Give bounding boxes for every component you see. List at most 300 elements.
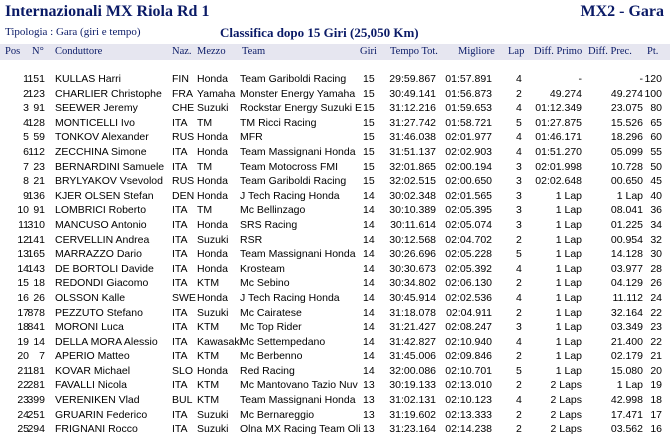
cell-best: 01:59.653 xyxy=(445,102,492,115)
cell-lap: 2 xyxy=(516,408,522,421)
cell-bike: TM xyxy=(197,204,213,217)
cell-diff-prev: 03.349 xyxy=(610,321,643,334)
cell-pts: 50 xyxy=(650,160,662,173)
cell-team: MFR xyxy=(240,131,263,144)
class-label: MX2 - Gara xyxy=(580,3,664,20)
cell-lap: 4 xyxy=(516,73,522,85)
cell-pts: 40 xyxy=(650,189,662,202)
cell-rider: GRUARIN Federico xyxy=(55,408,148,421)
cell-best: 02:02.536 xyxy=(445,291,492,304)
table-row xyxy=(0,203,670,218)
cell-rider: BRYLYAKOV Vsevolod xyxy=(55,175,163,188)
cell-pos: 19 xyxy=(17,335,29,348)
cell-bike: Honda xyxy=(197,248,228,261)
cell-total: 32:00.086 xyxy=(389,364,436,377)
cell-num: 281 xyxy=(27,379,45,392)
cell-total: 31:45.006 xyxy=(389,350,436,363)
cell-pos: 6 xyxy=(23,145,29,158)
cell-pos: 21 xyxy=(17,364,29,377)
cell-total: 30:19.133 xyxy=(389,379,436,392)
cell-bike: Kawasaki xyxy=(197,335,242,348)
cell-team: Team Motocross FMI xyxy=(240,160,339,173)
header-num: N° xyxy=(32,46,44,57)
cell-diff-first: 2 Laps xyxy=(550,394,582,407)
cell-pos: 11 xyxy=(18,218,29,231)
cell-bike: TM xyxy=(197,160,213,173)
cell-rider: MORONI Luca xyxy=(55,321,124,334)
cell-diff-first: 02:01.998 xyxy=(535,160,582,173)
cell-rider: VERENIKEN Vlad xyxy=(55,394,140,407)
cell-num: 841 xyxy=(27,321,45,334)
cell-laps: 15 xyxy=(363,87,375,100)
cell-lap: 2 xyxy=(516,277,522,290)
cell-diff-prev: 23.075 xyxy=(610,102,643,115)
cell-pts: 100 xyxy=(644,87,662,100)
cell-best: 02:13.010 xyxy=(445,379,492,392)
table-row xyxy=(0,276,670,291)
cell-total: 30:10.389 xyxy=(389,204,436,217)
cell-laps: 15 xyxy=(363,145,375,158)
cell-team: Mc Settempedano xyxy=(240,335,326,348)
cell-pos: 16 xyxy=(17,291,29,304)
cell-pos: 23 xyxy=(17,394,29,407)
cell-num: 143 xyxy=(27,262,45,275)
cell-nat: ITA xyxy=(172,204,188,217)
cell-num: 165 xyxy=(27,248,45,261)
cell-num: 91 xyxy=(33,102,45,115)
cell-diff-first: 1 Lap xyxy=(555,291,582,304)
cell-team: RSR xyxy=(240,233,263,246)
table-row xyxy=(0,101,670,116)
table-row xyxy=(0,378,670,393)
cell-team: J Tech Racing Honda xyxy=(240,291,340,304)
cell-diff-prev: 08.041 xyxy=(610,204,643,217)
cell-rider: REDONDI Giacomo xyxy=(55,277,149,290)
cell-team: Olna MX Racing Team Oli xyxy=(240,423,361,436)
table-header xyxy=(0,44,670,60)
cell-bike: KTM xyxy=(197,321,220,334)
cell-team: Team Massignani Honda xyxy=(240,145,356,158)
cell-pos: 18 xyxy=(17,321,29,334)
cell-nat: ITA xyxy=(172,145,188,158)
cell-pts: 45 xyxy=(650,175,662,188)
table-row xyxy=(0,262,670,277)
cell-total: 31:12.216 xyxy=(389,102,436,115)
cell-best: 02:04.911 xyxy=(446,306,492,319)
header-nat: Naz. xyxy=(172,46,192,57)
cell-num: 181 xyxy=(27,364,45,377)
cell-laps: 14 xyxy=(363,335,375,348)
cell-num: 151 xyxy=(27,73,45,85)
table-row xyxy=(0,145,670,160)
cell-best: 01:58.721 xyxy=(445,116,492,129)
cell-diff-first: - xyxy=(578,73,582,85)
event-title: Internazionali MX Riola Rd 1 xyxy=(5,3,210,20)
header-total: Tempo Tot. xyxy=(390,46,438,57)
cell-lap: 4 xyxy=(516,335,522,348)
cell-nat: ITA xyxy=(172,160,188,173)
cell-rider: ZECCHINA Simone xyxy=(55,145,147,158)
cell-diff-first: 1 Lap xyxy=(555,204,582,217)
cell-num: 141 xyxy=(27,233,45,246)
cell-diff-prev: 1 Lap xyxy=(616,379,643,392)
cell-team: Mc Berbenno xyxy=(240,350,303,363)
cell-team: SRS Racing xyxy=(240,218,298,231)
table-row xyxy=(0,335,670,350)
cell-team: Mc Mantovano Tazio Nuv xyxy=(240,379,358,392)
cell-nat: ITA xyxy=(172,262,188,275)
cell-total: 31:19.602 xyxy=(389,408,436,421)
cell-lap: 2 xyxy=(516,306,522,319)
cell-team: Krosteam xyxy=(240,262,285,275)
cell-bike: KTM xyxy=(197,394,220,407)
cell-nat: ITA xyxy=(172,350,188,363)
cell-rider: CERVELLIN Andrea xyxy=(55,233,150,246)
cell-best: 02:02.903 xyxy=(445,145,492,158)
cell-rider: MANCUSO Antonio xyxy=(55,218,147,231)
cell-diff-prev: 1 Lap xyxy=(616,189,643,202)
cell-diff-first: 2 Laps xyxy=(550,379,582,392)
cell-best: 02:05.395 xyxy=(445,204,492,217)
cell-pos: 9 xyxy=(23,189,29,202)
cell-lap: 5 xyxy=(516,248,522,261)
cell-pos: 13 xyxy=(17,248,29,261)
cell-nat: SWE xyxy=(172,291,196,304)
cell-diff-first: 1 Lap xyxy=(555,218,582,231)
cell-total: 31:21.427 xyxy=(389,321,436,334)
cell-nat: RUS xyxy=(172,175,195,188)
cell-laps: 14 xyxy=(363,262,375,275)
header-laps: Giri xyxy=(360,46,377,57)
cell-pts: 19 xyxy=(650,379,662,392)
cell-diff-prev: 00.954 xyxy=(610,233,643,246)
cell-pts: 22 xyxy=(650,306,662,319)
cell-pts: 36 xyxy=(650,204,662,217)
header-lap: Lap xyxy=(508,46,525,57)
cell-pts: 23 xyxy=(650,321,662,334)
header-pts: Pt. xyxy=(647,46,659,57)
cell-laps: 14 xyxy=(363,306,375,319)
cell-total: 32:02.515 xyxy=(389,175,436,188)
cell-rider: OLSSON Kalle xyxy=(55,291,126,304)
cell-lap: 2 xyxy=(516,350,522,363)
cell-nat: DEN xyxy=(172,189,195,202)
cell-num: 7 xyxy=(39,350,45,363)
cell-rider: CHARLIER Christophe xyxy=(55,87,162,100)
cell-rider: BERNARDINI Samuele xyxy=(55,160,165,173)
cell-lap: 5 xyxy=(516,116,522,129)
cell-diff-first: 2 Laps xyxy=(550,423,582,436)
cell-team: Mc Bernareggio xyxy=(240,408,315,421)
cell-nat: ITA xyxy=(172,233,188,246)
cell-rider: LOMBRICI Roberto xyxy=(55,204,147,217)
cell-diff-first: 1 Lap xyxy=(555,306,582,319)
cell-laps: 14 xyxy=(363,248,375,261)
cell-diff-first: 1 Lap xyxy=(555,335,582,348)
cell-best: 02:05.228 xyxy=(445,248,492,261)
cell-total: 31:23.164 xyxy=(389,423,436,436)
cell-team: Mc Cairatese xyxy=(240,306,302,319)
cell-lap: 4 xyxy=(516,145,522,158)
cell-diff-first: 1 Lap xyxy=(555,277,582,290)
table-row xyxy=(0,233,670,248)
cell-num: 23 xyxy=(33,160,45,173)
cell-bike: TM xyxy=(197,116,213,129)
table-row xyxy=(0,160,670,175)
cell-laps: 14 xyxy=(363,277,375,290)
cell-diff-prev: 15.080 xyxy=(610,364,643,377)
cell-num: 91 xyxy=(33,204,45,217)
cell-laps: 15 xyxy=(363,175,375,188)
cell-laps: 15 xyxy=(363,73,375,85)
cell-bike: KTM xyxy=(197,277,220,290)
cell-nat: ITA xyxy=(172,379,188,392)
type-label: Tipologia : Gara (giri e tempo) xyxy=(5,26,141,38)
cell-pts: 26 xyxy=(650,277,662,290)
cell-bike: Honda xyxy=(197,262,228,275)
cell-rider: SEEWER Jeremy xyxy=(55,102,138,115)
cell-laps: 14 xyxy=(363,218,375,231)
cell-lap: 3 xyxy=(516,189,522,202)
cell-pts: 30 xyxy=(650,248,662,261)
cell-pos: 25 xyxy=(17,423,29,436)
results-table xyxy=(0,72,670,437)
cell-diff-first: 1 Lap xyxy=(555,364,582,377)
header-team: Team xyxy=(242,46,266,57)
table-row xyxy=(0,408,670,423)
cell-pos: 12 xyxy=(17,233,29,246)
cell-num: 878 xyxy=(27,306,45,319)
cell-num: 18 xyxy=(33,277,45,290)
cell-bike: Honda xyxy=(197,364,228,377)
cell-nat: ITA xyxy=(172,116,188,129)
cell-total: 30:34.802 xyxy=(389,277,436,290)
cell-diff-prev: 01.225 xyxy=(610,218,643,231)
cell-num: 21 xyxy=(33,175,45,188)
cell-num: 128 xyxy=(27,116,45,129)
table-row xyxy=(0,130,670,145)
cell-pts: 65 xyxy=(650,116,662,129)
cell-diff-prev: 42.998 xyxy=(610,394,643,407)
cell-laps: 13 xyxy=(363,408,375,421)
cell-num: 123 xyxy=(27,87,45,100)
cell-team: Team Gariboldi Racing xyxy=(240,175,347,188)
cell-diff-prev: 18.296 xyxy=(610,131,643,144)
cell-best: 02:05.074 xyxy=(445,218,492,231)
cell-pos: 4 xyxy=(23,116,29,129)
cell-pos: 15 xyxy=(17,277,29,290)
cell-pos: 7 xyxy=(23,160,29,173)
cell-total: 31:27.742 xyxy=(389,116,436,129)
cell-pos: 22 xyxy=(17,379,29,392)
cell-lap: 4 xyxy=(516,102,522,115)
table-row xyxy=(0,320,670,335)
cell-diff-first: 1 Lap xyxy=(555,321,582,334)
cell-pts: 20 xyxy=(650,364,662,377)
table-row xyxy=(0,174,670,189)
cell-pts: 17 xyxy=(650,408,662,421)
cell-diff-first: 1 Lap xyxy=(555,233,582,246)
header-diff-prev: Diff. Prec. xyxy=(588,46,632,57)
cell-nat: FIN xyxy=(172,73,189,85)
cell-diff-first: 02:02.648 xyxy=(535,175,582,188)
cell-team: Team Gariboldi Racing xyxy=(240,73,347,85)
cell-total: 31:51.137 xyxy=(389,145,436,158)
cell-best: 02:04.702 xyxy=(445,233,492,246)
cell-laps: 14 xyxy=(363,189,375,202)
cell-nat: ITA xyxy=(172,408,188,421)
cell-best: 02:00.194 xyxy=(445,160,492,173)
cell-lap: 2 xyxy=(516,87,522,100)
cell-team: Team Massignani Honda xyxy=(240,248,356,261)
cell-diff-prev: 14.128 xyxy=(610,248,643,261)
header-pos: Pos xyxy=(5,46,21,57)
cell-pts: 120 xyxy=(644,73,662,85)
cell-best: 02:10.940 xyxy=(445,335,492,348)
cell-rider: DELLA MORA Alessio xyxy=(55,335,158,348)
table-row xyxy=(0,72,670,87)
cell-total: 30:30.673 xyxy=(389,262,436,275)
cell-pts: 16 xyxy=(650,423,662,436)
cell-best: 01:56.873 xyxy=(445,87,492,100)
cell-diff-prev: 11.112 xyxy=(612,291,643,304)
cell-best: 02:14.238 xyxy=(445,423,492,436)
cell-diff-first: 49.274 xyxy=(549,87,582,100)
cell-bike: Suzuki xyxy=(197,408,229,421)
cell-best: 02:05.392 xyxy=(445,262,492,275)
cell-best: 02:00.650 xyxy=(445,175,492,188)
cell-best: 01:57.891 xyxy=(445,73,492,85)
table-row xyxy=(0,364,670,379)
table-row xyxy=(0,189,670,204)
cell-total: 30:11.614 xyxy=(390,218,436,231)
cell-pts: 60 xyxy=(650,131,662,144)
table-row xyxy=(0,87,670,102)
table-row xyxy=(0,247,670,262)
cell-pts: 18 xyxy=(650,394,662,407)
cell-laps: 14 xyxy=(363,204,375,217)
cell-lap: 4 xyxy=(516,394,522,407)
cell-bike: Suzuki xyxy=(197,423,229,436)
cell-diff-prev: 21.400 xyxy=(610,335,643,348)
cell-total: 32:01.865 xyxy=(389,160,436,173)
cell-rider: TONKOV Alexander xyxy=(55,131,149,144)
cell-nat: CHE xyxy=(172,102,195,115)
cell-pos: 3 xyxy=(23,102,29,115)
cell-diff-prev: 03.977 xyxy=(610,262,643,275)
cell-best: 02:06.130 xyxy=(445,277,492,290)
cell-team: Mc Sebino xyxy=(240,277,290,290)
cell-bike: Yamaha xyxy=(197,87,236,100)
table-row xyxy=(0,291,670,306)
cell-rider: PEZZUTO Stefano xyxy=(55,306,143,319)
cell-total: 31:46.038 xyxy=(389,131,436,144)
cell-lap: 4 xyxy=(516,262,522,275)
cell-diff-prev: 04.129 xyxy=(610,277,643,290)
cell-nat: ITA xyxy=(172,248,188,261)
cell-laps: 13 xyxy=(363,379,375,392)
cell-lap: 3 xyxy=(516,321,522,334)
cell-nat: FRA xyxy=(172,87,193,100)
cell-num: 14 xyxy=(33,335,45,348)
cell-pos: 20 xyxy=(17,350,29,363)
cell-laps: 14 xyxy=(363,291,375,304)
cell-best: 02:09.846 xyxy=(445,350,492,363)
cell-best: 02:08.247 xyxy=(445,321,492,334)
cell-lap: 3 xyxy=(516,175,522,188)
cell-bike: Honda xyxy=(197,218,228,231)
cell-diff-first: 01:51.270 xyxy=(535,145,582,158)
cell-pos: 1 xyxy=(23,73,29,85)
cell-bike: KTM xyxy=(197,350,220,363)
cell-rider: DE BORTOLI Davide xyxy=(55,262,154,275)
cell-laps: 15 xyxy=(363,102,375,115)
cell-total: 31:42.827 xyxy=(389,335,436,348)
cell-bike: Suzuki xyxy=(197,233,229,246)
cell-pos: 14 xyxy=(17,262,29,275)
cell-laps: 14 xyxy=(363,364,375,377)
cell-team: Mc Bellinzago xyxy=(240,204,306,217)
cell-total: 31:02.131 xyxy=(389,394,436,407)
cell-diff-first: 1 Lap xyxy=(555,248,582,261)
cell-laps: 14 xyxy=(363,233,375,246)
cell-bike: Honda xyxy=(197,175,228,188)
cell-rider: MONTICELLI Ivo xyxy=(55,116,135,129)
cell-pos: 10 xyxy=(17,204,29,217)
cell-diff-prev: - xyxy=(639,73,643,85)
cell-rider: APERIO Matteo xyxy=(55,350,130,363)
cell-best: 02:01.977 xyxy=(445,131,492,144)
cell-rider: KULLAS Harri xyxy=(55,73,121,85)
cell-num: 112 xyxy=(28,145,45,158)
cell-diff-prev: 15.526 xyxy=(610,116,643,129)
cell-laps: 13 xyxy=(363,394,375,407)
cell-pts: 34 xyxy=(650,218,662,231)
cell-total: 30:12.568 xyxy=(389,233,436,246)
cell-pts: 32 xyxy=(650,233,662,246)
cell-lap: 3 xyxy=(516,218,522,231)
cell-diff-prev: 49.274 xyxy=(610,87,643,100)
table-row xyxy=(0,393,670,408)
cell-pos: 24 xyxy=(17,408,29,421)
header-diff-first: Diff. Primo xyxy=(534,46,583,57)
cell-laps: 13 xyxy=(363,423,375,436)
cell-bike: Honda xyxy=(197,131,228,144)
cell-diff-prev: 00.650 xyxy=(610,175,643,188)
cell-nat: ITA xyxy=(172,321,188,334)
cell-rider: KJER OLSEN Stefan xyxy=(55,189,154,202)
cell-total: 31:18.078 xyxy=(389,306,436,319)
cell-team: Monster Energy Yamaha xyxy=(240,87,356,100)
cell-num: 399 xyxy=(27,394,45,407)
cell-diff-prev: 05.099 xyxy=(610,145,643,158)
cell-diff-first: 1 Lap xyxy=(555,262,582,275)
cell-diff-first: 01:46.171 xyxy=(535,131,582,144)
cell-pos: 8 xyxy=(23,175,29,188)
cell-diff-first: 1 Lap xyxy=(555,350,582,363)
cell-pts: 21 xyxy=(650,350,662,363)
cell-pts: 55 xyxy=(650,145,662,158)
cell-total: 30:26.696 xyxy=(389,248,436,261)
cell-pts: 80 xyxy=(650,102,662,115)
header-best: Migliore xyxy=(458,46,495,57)
cell-total: 30:02.348 xyxy=(389,189,436,202)
cell-team: Mc Top Rider xyxy=(240,321,302,334)
cell-bike: Honda xyxy=(197,73,228,85)
cell-diff-first: 01:12.349 xyxy=(535,102,582,115)
cell-best: 02:10.701 xyxy=(445,364,492,377)
cell-bike: Suzuki xyxy=(197,306,229,319)
